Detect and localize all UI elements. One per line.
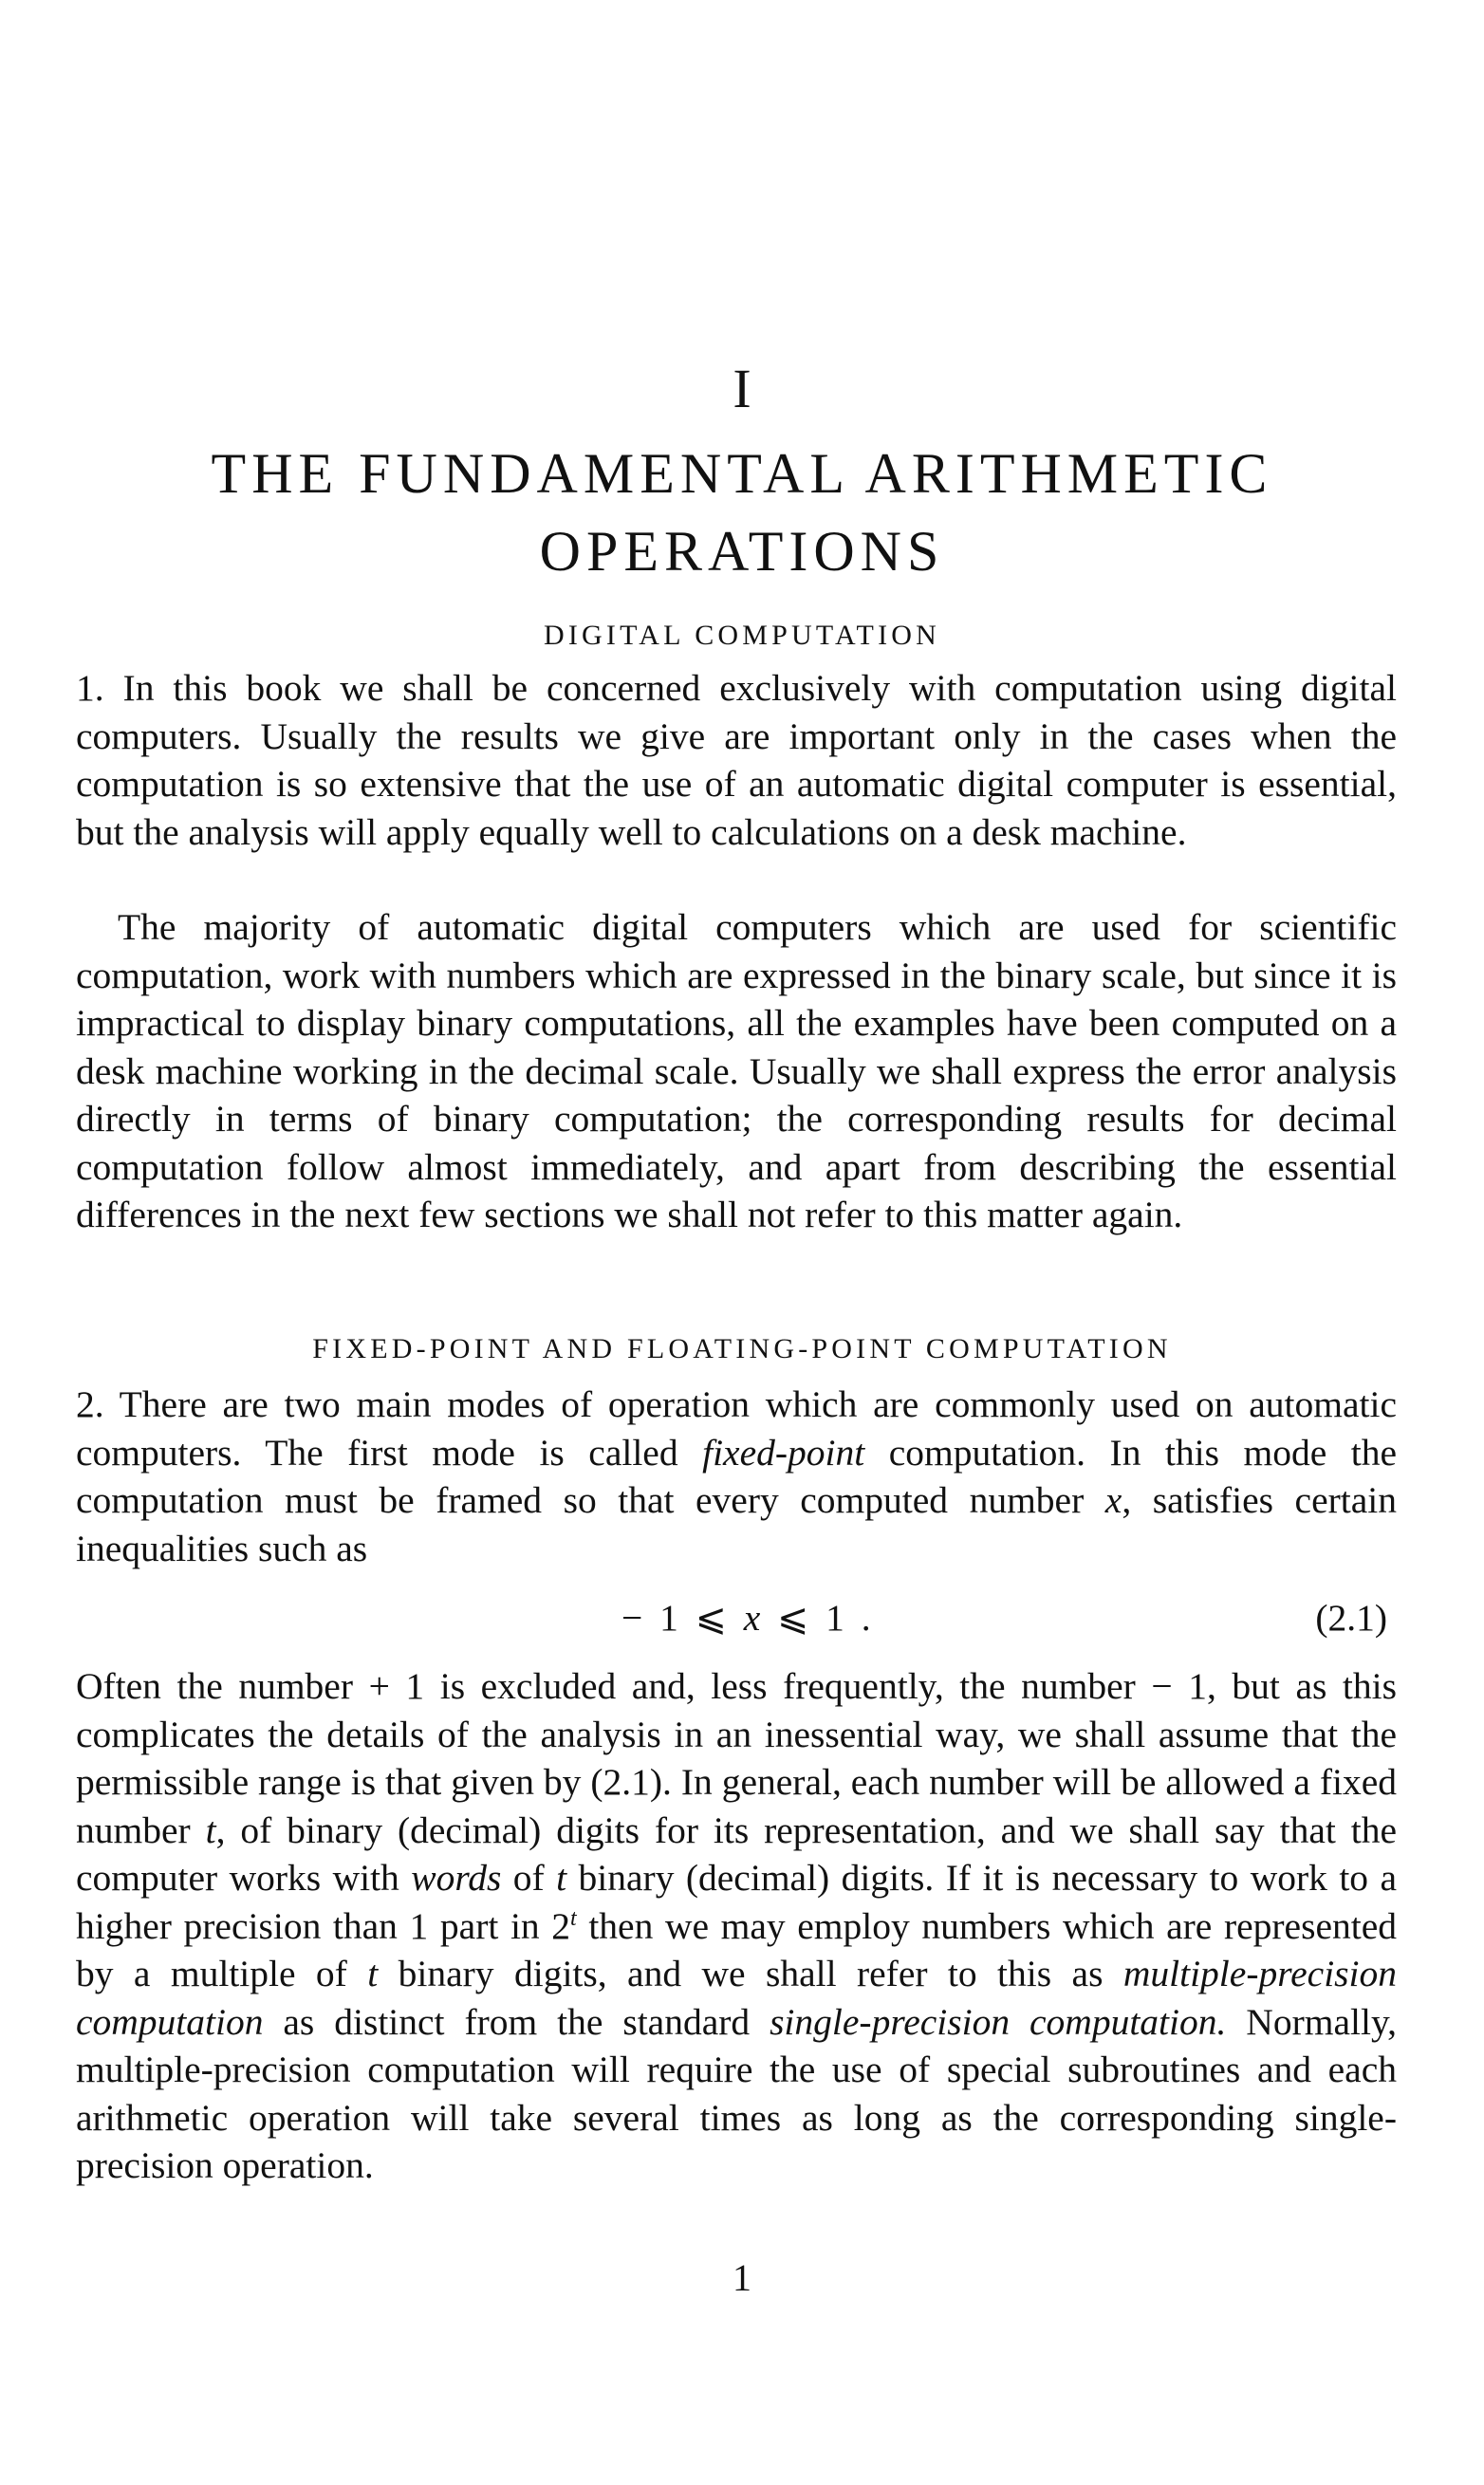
page-number: 1	[733, 2256, 751, 2299]
variable-t: t	[367, 1953, 379, 1994]
text-run: Often the number + 1 is excluded and, less frequently, the number − 1, but as this complicates the details of the analysis in an inessential way, we shall assume that the permissible range is that given by (2.1). In general, each number will be allowed a fixed number	[76, 1665, 1397, 1851]
term-multiple-precision: multiple-precision computation	[76, 1953, 1398, 2043]
equation-right: ⩽ 1 .	[764, 1597, 875, 1639]
text-run: binary digits, and we shall refer to this as	[378, 1953, 1123, 1994]
equation-variable: x	[743, 1597, 765, 1639]
equation-left: − 1 ⩽	[621, 1597, 744, 1639]
paragraph-1	[76, 664, 1397, 856]
term-single-precision: single-precision computation.	[770, 2000, 1227, 2043]
paragraph-2	[76, 903, 1397, 1239]
variable-t: t	[205, 1808, 216, 1851]
text-run: 2. There are two main modes of operation which are commonly used on automatic computers. The first mode is called	[76, 1383, 1397, 1474]
text-run: then we may employ numbers which are represented by a multiple of	[76, 1904, 1397, 1994]
superscript-t: t	[570, 1905, 577, 1931]
equation-expression	[621, 1593, 875, 1642]
section-heading-digital-computation: DIGITAL COMPUTATION	[543, 620, 941, 651]
chapter-title-line-2: OPERATIONS	[539, 520, 945, 583]
equation-label: (2.1)	[1315, 1597, 1387, 1639]
section-heading-fixed-floating: FIXED-POINT AND FLOATING-POINT COMPUTATION	[312, 1333, 1172, 1364]
chapter-title	[0, 435, 1484, 590]
text-run: of	[501, 1857, 557, 1899]
text-run: Normally, multiple-precision computation will require the use of special subroutines and each arithmetic operation will take several times as long as the corresponding single-precision operation.	[76, 2000, 1398, 2186]
variable-t: t	[556, 1857, 567, 1899]
text-run: as distinct from the standard	[263, 2000, 770, 2043]
term-words: words	[411, 1857, 502, 1899]
chapter-title-line-1: THE FUNDAMENTAL ARITHMETIC	[211, 442, 1273, 505]
paragraph-text	[76, 1662, 1397, 2190]
paragraph-text	[76, 1381, 1397, 1572]
paragraph-4	[76, 1662, 1397, 2190]
paragraph-text: The majority of automatic digital computers which are used for scientific computation, work with numbers which are expressed in the binary scale, but since it is impractical to display binary computations, all the examples have been computed on a desk machine working in the decimal scale. Usually we shall express the error analysis directly in terms of binary computation; the corresponding results for decimal computation follow almost immediately, and apart from describing the essential differences in the next few sections we shall not refer to this matter again.	[76, 906, 1397, 1235]
text-run: binary (decimal) digits. If it is necessary to work to a higher precision than 1 part in 2	[76, 1857, 1397, 1947]
text-run: , of binary (decimal) digits for its representation, and we shall say that the computer works with	[76, 1808, 1397, 1899]
variable-x: x	[1104, 1479, 1122, 1521]
text-run: computation. In this mode the computation must be framed so that every computed number	[76, 1431, 1397, 1521]
equation-2-1	[76, 1593, 1397, 1642]
paragraph-text: 1. In this book we shall be concerned exclusively with computation using digital computers. Usually the results we give are important only in the cases when the computation is so extensive that the use of an automatic digital computer is essential, but the analysis will apply equally well to calculations on a desk machine.	[76, 667, 1397, 853]
text-run: , satisfies certain inequalities such as	[76, 1479, 1397, 1569]
term-fixed-point: fixed-point	[702, 1431, 865, 1474]
chapter-number: I	[733, 358, 751, 419]
paragraph-3	[76, 1381, 1397, 1572]
